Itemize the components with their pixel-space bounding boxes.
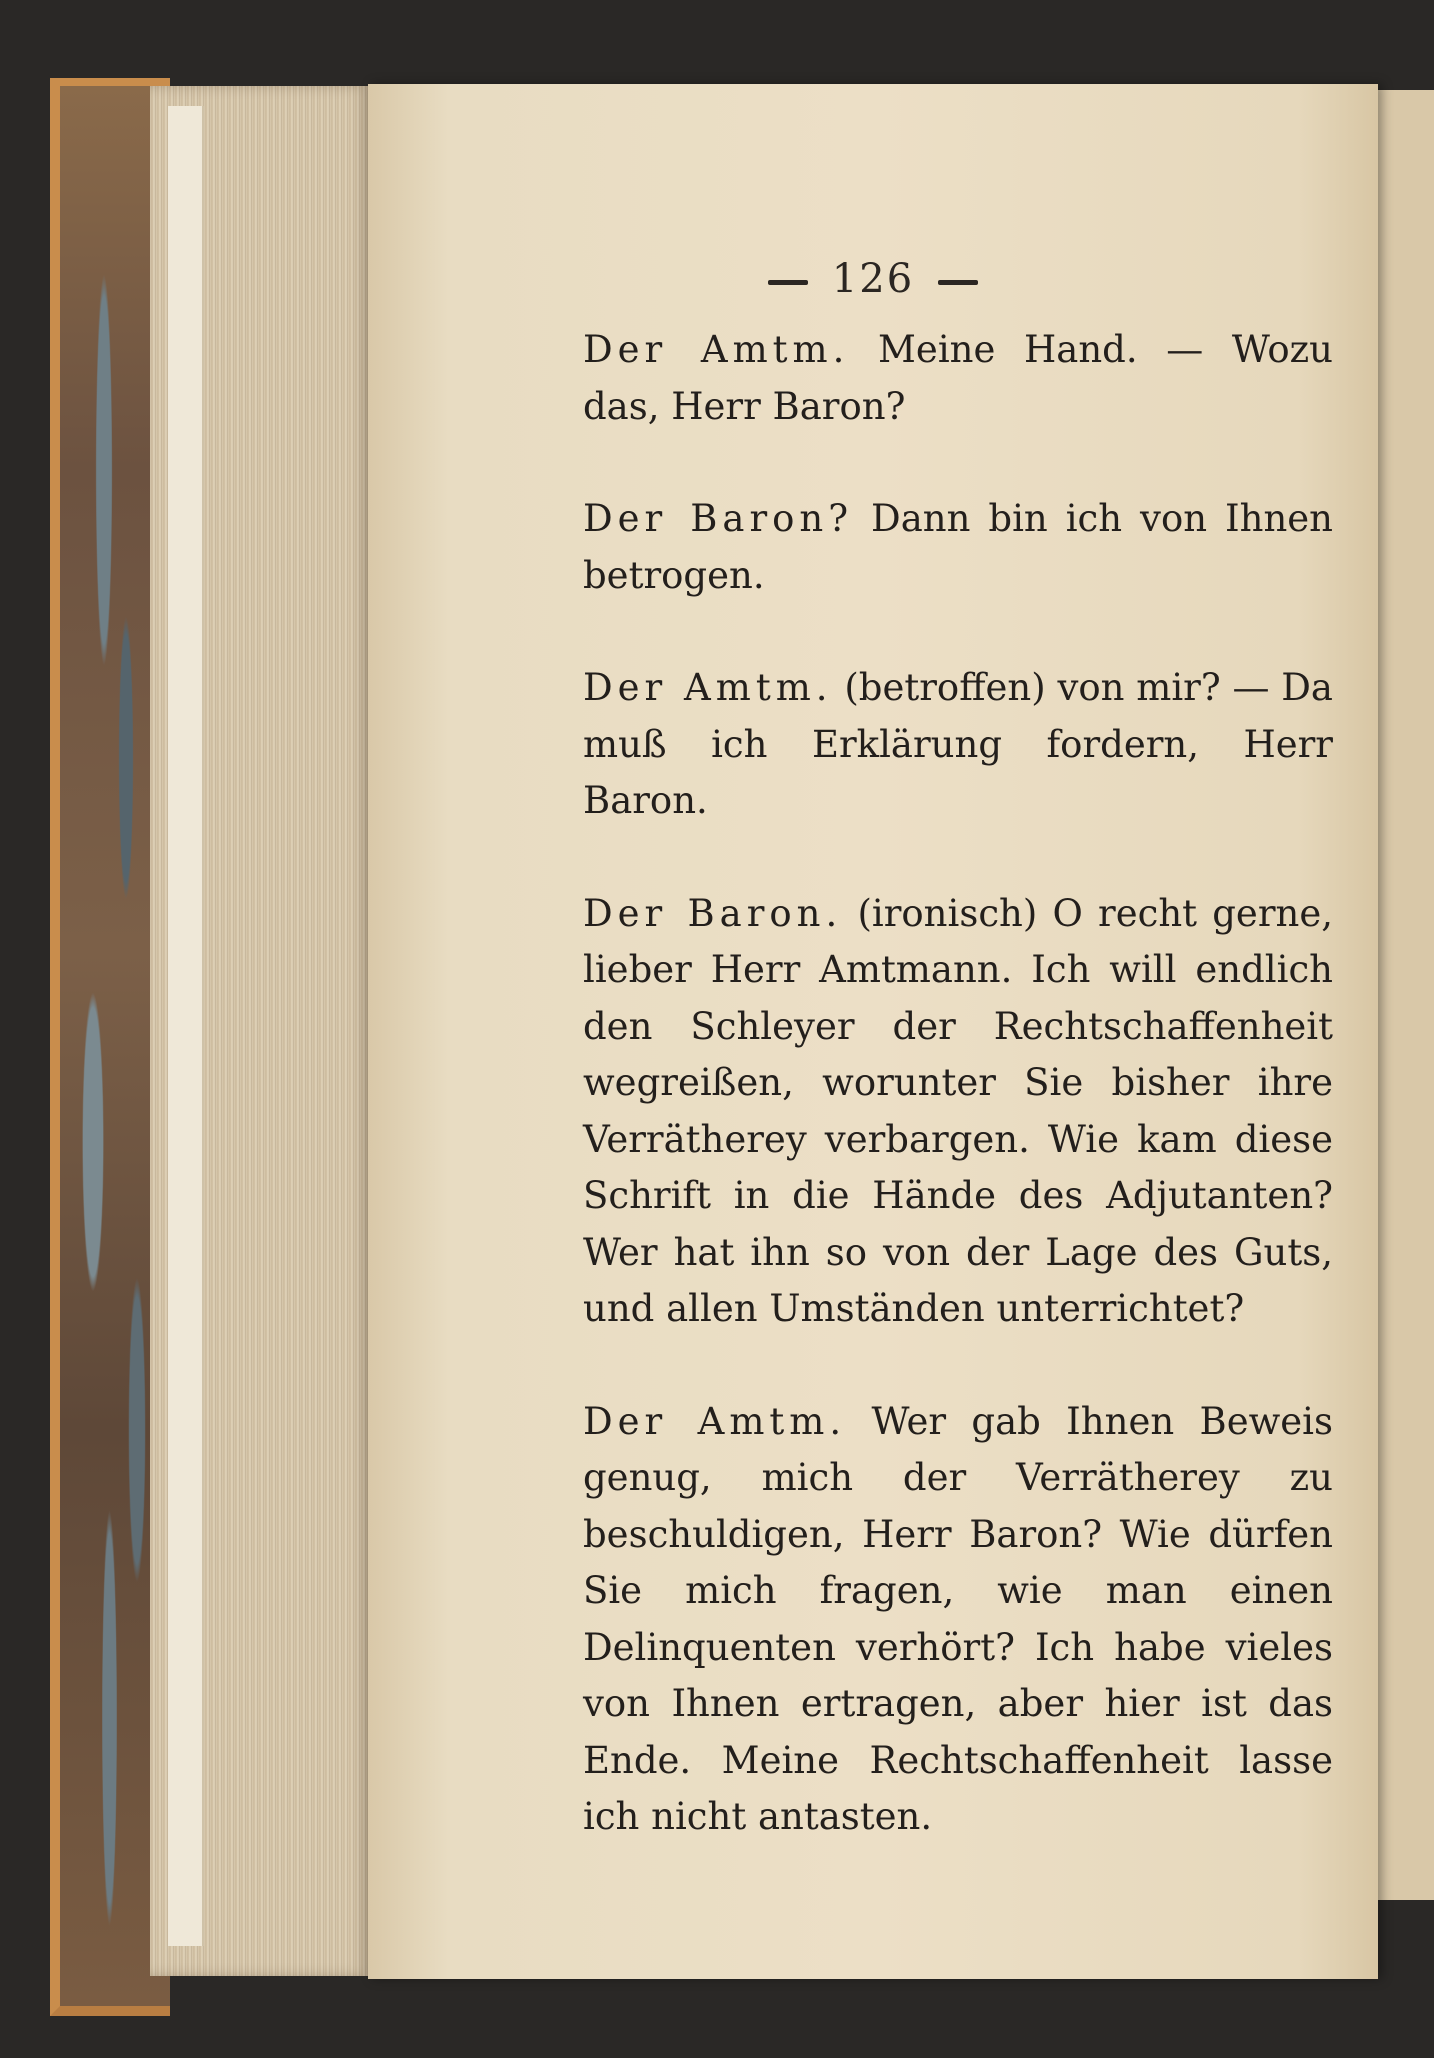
paragraph: [583, 1394, 1333, 1846]
paragraph: [583, 886, 1333, 1338]
speaker-label: Der Amtm.: [583, 1399, 847, 1443]
header-rule-left: [768, 280, 808, 285]
paragraph-text: Dann bin ich von Ihnen betrogen.: [583, 497, 1334, 597]
paragraph-text: (betroffen) von mir? — Da muß ich Erklärung fordern, Herr Baron.: [583, 666, 1333, 822]
page-edges: [150, 86, 370, 1976]
page-body: [583, 322, 1333, 1902]
paragraph: [583, 660, 1333, 830]
speaker-label: Der Amtm.: [583, 328, 850, 371]
header-rule-right: [938, 280, 978, 285]
book-page: [368, 84, 1378, 1979]
paragraph: [583, 491, 1333, 604]
speaker-label: Der Baron.: [583, 891, 843, 935]
paragraph-text: Meine Hand. — Wozu das, Herr Baron?: [583, 328, 1333, 428]
speaker-label: Der Amtm.: [583, 666, 833, 709]
page-number: 126: [831, 256, 915, 302]
paragraph-text: Wer gab Ihnen Beweis genug, mich der Verrätherey zu beschuldigen, Herr Baron? Wie dürfen Sie mich fragen, wie man einen Delinquenten verhört? Ich habe vieles von Ihnen ertragen, aber hier ist das Ende. Meine Rechtschaffenheit lasse ich nicht antasten.: [583, 1399, 1334, 1838]
flyleaf: [168, 106, 204, 1946]
page-header: [368, 256, 1378, 302]
paragraph: [583, 322, 1333, 435]
speaker-label: Der Baron?: [583, 497, 854, 540]
paragraph-text: (ironisch) O recht gerne, lieber Herr Amtmann. Ich will endlich den Schleyer der Rechtschaffenheit wegreißen, worunter Sie bisher ihre Verrätherey verbargen. Wie kam diese Schrift in die Hände des Adjutanten? Wer hat ihn so von der Lage des Guts, und allen Umständen unterrichtet?: [583, 891, 1333, 1330]
next-page-edge: [1378, 90, 1434, 1900]
